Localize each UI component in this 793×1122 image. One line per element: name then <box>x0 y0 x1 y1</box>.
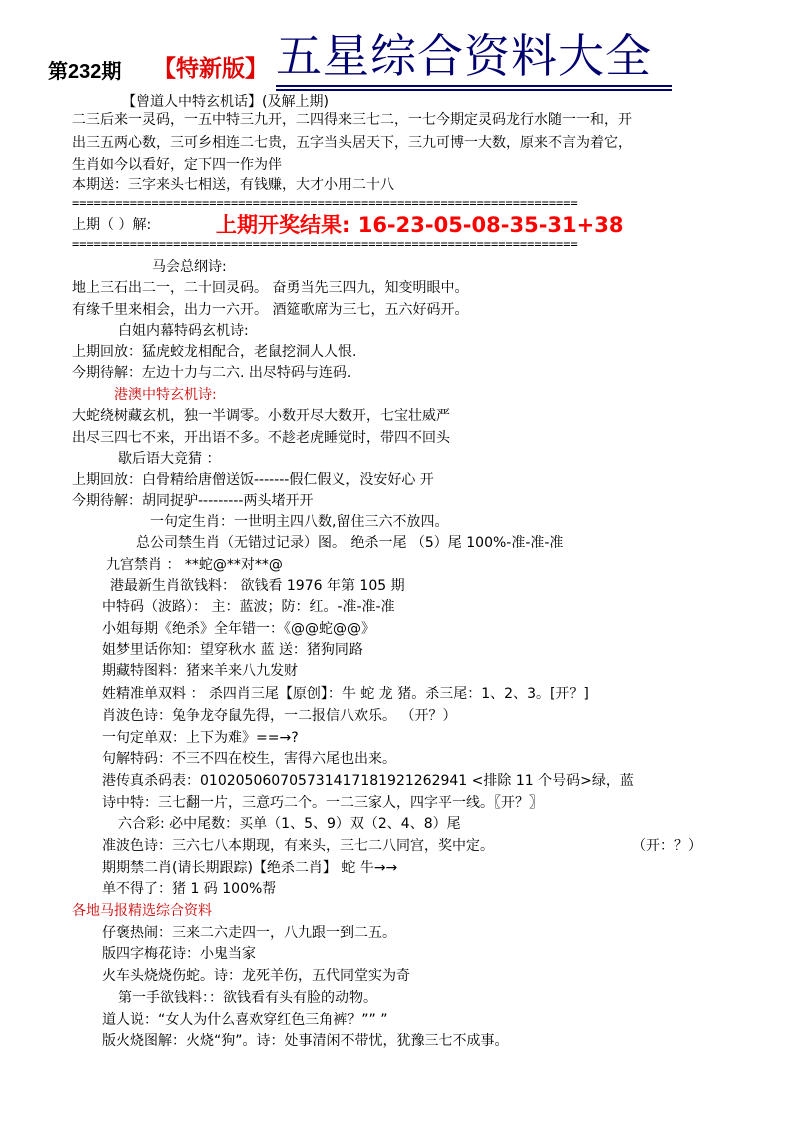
text-line: 有缘千里来相会，出力一六开。 酒筵歌席为三七，五六好码开。 <box>72 302 469 318</box>
text-line: 版火烧图解：火烧“狗”。诗：处事清闲不带忧，犹豫三七不成事。 <box>102 1033 509 1049</box>
text-line: 六合彩: 必中尾数：买单（1、5、9）双（2、4、8）尾 <box>118 816 461 832</box>
issue-number: 第232期 <box>48 61 122 83</box>
text-line: 港最新生肖欲钱料： 欲钱看 1976 年第 105 期 <box>110 578 405 594</box>
section-heading: 【曾道人中特玄机话】(及解上期) <box>122 94 329 110</box>
title-underline-2 <box>276 89 672 91</box>
text-line: 一句定单双：上下为难》==→? <box>102 730 299 746</box>
section-heading: 港澳中特玄机诗: <box>114 387 217 403</box>
text-line: 姓精准单双料 ： 杀四肖三尾【原创】：牛 蛇 龙 猪。杀三尾：1、2、3。[开？] <box>102 686 589 702</box>
text-line: 准波色诗：三六七八本期现，有来头，三七二八同宫，奖中定。 <box>102 838 494 854</box>
text-line: 出三五两心数，三可乡相连二七贵，五字当头居天下，三九可博一大数，原来不言为着它， <box>72 135 632 151</box>
text-line: 上期回放：猛虎蛟龙相配合，老鼠挖洞人人恨. <box>72 344 357 360</box>
text-line: 仔褒热闹：三来二六走四一，八九跟一到二五。 <box>102 925 396 941</box>
edition-label: 【特新版】 <box>153 56 268 82</box>
text-line: 诗中特：三七翻一片，三意巧二个。一二三家人，四字平一线。〖开？〗 <box>102 795 543 811</box>
text-line: 一句定生肖：一世明主四八数,留住三六不放四。 <box>150 514 449 530</box>
text-line: 今期待解：胡同捉驴---------两头堵开开 <box>72 493 314 509</box>
text-line: 上期回放：白骨精给唐僧送饭-------假仁假义，没安好心 开 <box>72 472 434 488</box>
text-line: 第一手欲钱料：：欲钱看有头有脸的动物。 <box>118 990 377 1006</box>
text-line: 生肖如今以看好，定下四一作为伴 <box>72 157 282 173</box>
last-result: 上期开奖结果: 16-23-05-08-35-31+38 <box>216 213 624 237</box>
text-line: 小姐每期《绝杀》全年错一：《@@蛇@@》 <box>102 621 375 637</box>
text-line: 期藏特图料：猪来羊来八九发财 <box>102 663 298 679</box>
text-line: （开：？） <box>632 838 702 854</box>
text-line: 九宫禁肖 ： **蛇@**对**@ <box>106 557 283 573</box>
text-line: 火车头烧烧伤蛇。诗：龙死羊伤，五代同堂实为奇 <box>102 968 410 984</box>
result-prefix: 上期（ ）解: <box>72 217 152 233</box>
text-line: 今期待解：左边十力与二六. 出尽特码与连码. <box>72 365 352 381</box>
text-line: 大蛇绕树藏玄机，独一半调零。小数开尽大数开，七宝壮威严 <box>72 408 450 424</box>
text-line: 姐梦里话你知：望穿秋水 蓝 送：猪狗同路 <box>102 642 363 658</box>
text-line: 期期禁二肖(请长期跟踪)【绝杀二肖】 蛇 牛→→ <box>102 860 398 876</box>
text-line: 中特码（波路）： 主：蓝波；防：红。-准-准-准 <box>102 599 395 615</box>
text-line: 本期送：三字来头七相送，有钱赚，大才小用二十八 <box>72 177 394 193</box>
text-line: 地上三石出二一，二十回灵码。 奋勇当先三四九，知变明眼中。 <box>72 280 469 296</box>
section-heading: 各地马报精选综合资料 <box>72 903 212 919</box>
section-heading: 白姐内幕特码玄机诗: <box>118 323 249 339</box>
text-line: 单不得了：猪 1 码 100%帮 <box>102 881 277 897</box>
section-heading: 歇后语大竞猜 ： <box>118 451 221 467</box>
text-line: 版四字梅花诗：小鬼当家 <box>102 946 256 962</box>
title-underline <box>276 85 672 87</box>
text-line: 港传真杀码表：010205060705731417181921262941 <排除 11 个号码>绿，蓝 <box>102 773 634 789</box>
text-line: 总公司禁生肖（无错过记录）图。 绝杀一尾 （5）尾 100%-准-准-准 <box>136 535 564 551</box>
page-title: 五星综合资料大全 <box>276 29 652 83</box>
text-line: 句解特码：不三不四在校生，害得六尾也出来。 <box>102 751 396 767</box>
section-heading: 马会总纲诗: <box>152 259 227 275</box>
text-line: 出尽三四七不来，开出语不多。不趁老虎睡觉时，带四不回头 <box>72 430 450 446</box>
text-line: 二三后来一灵码，一五中特三九开，二四得来三七二，一七今期定灵码龙行水随一一和，开 <box>72 112 632 128</box>
separator: ====================================================================== <box>72 237 578 251</box>
separator: ====================================================================== <box>72 196 578 210</box>
text-line: 肖波色诗：兔争龙夺鼠先得，一二报信八欢乐。 （开？） <box>102 708 457 724</box>
text-line: 道人说：“女人为什么喜欢穿红色三角裤？”” ” <box>102 1012 388 1028</box>
